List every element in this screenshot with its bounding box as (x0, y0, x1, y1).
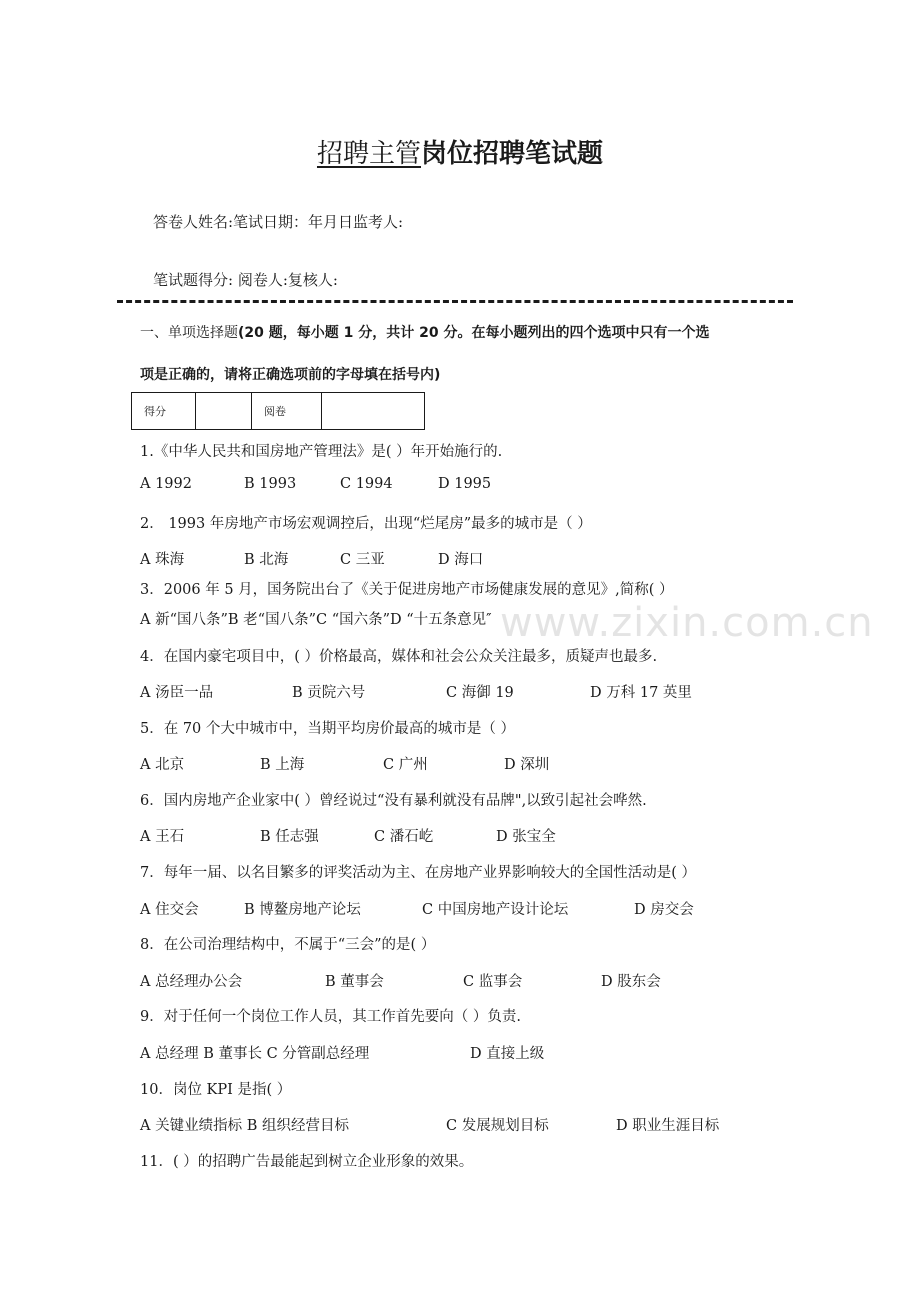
question-3: 3．2006 年 5 月，国务院出台了《关于促进房地产市场健康发展的意见》,简称( ） (140, 582, 674, 598)
option-d[interactable]: D 张宝全 (496, 829, 556, 845)
option-d[interactable]: D 万科 17 英里 (590, 685, 692, 701)
question-11: 11．( ）的招聘广告最能起到树立企业形象的效果。 (140, 1154, 474, 1170)
question-1: 1.《中华人民共和国房地产管理法》是( ）年开始施行的. (140, 444, 503, 460)
option-d[interactable]: D 房交会 (634, 902, 694, 918)
score-label: 得分 (132, 393, 196, 430)
title-bold-part: 岗位招聘笔试题 (421, 139, 604, 169)
option-c[interactable]: C 海御 19 (446, 685, 514, 701)
option-a[interactable]: A 1992 (140, 476, 192, 492)
page-title (0, 136, 920, 172)
question-9: 9．对于任何一个岗位工作人员，其工作首先要向（ ）负责. (140, 1009, 521, 1025)
option-c[interactable]: C 1994 (340, 476, 393, 492)
section-heading (140, 322, 709, 342)
question-2: 2． 1993 年房地产市场宏观调控后，出现“烂尾房”最多的城市是（ ） (140, 516, 592, 532)
option-a[interactable]: A 总经理办公会 (140, 974, 243, 990)
option-c[interactable]: C 潘石屹 (374, 829, 434, 845)
section-heading-plain: 一、单项选择题 (140, 325, 238, 341)
option-a[interactable]: A 北京 (140, 757, 185, 773)
section-heading-bold: (20 题，每小题 1 分，共计 20 分。在每小题列出的四个选项中只有一个选 (238, 325, 710, 341)
option-c[interactable]: C 中国房地产设计论坛 (422, 902, 569, 918)
option-d[interactable]: D 股东会 (601, 974, 661, 990)
section-heading-continued: 项是正确的，请将正确选项前的字母填在括号内) (140, 367, 441, 383)
option-d[interactable]: D 深圳 (504, 757, 550, 773)
option-a[interactable]: A 王石 (140, 829, 185, 845)
option-a[interactable]: A 汤臣一品 (140, 685, 214, 701)
exam-info-line-1: 答卷人姓名:笔试日期：年月日监考人: (153, 213, 404, 231)
option-c[interactable]: C 三亚 (340, 552, 385, 568)
question-6: 6．国内房地产企业家中( ）曾经说过“没有暴利就没有品牌",以致引起社会哗然. (140, 793, 647, 809)
option-b[interactable]: B 北海 (244, 552, 289, 568)
option-d[interactable]: D 1995 (438, 476, 492, 492)
exam-info-line-2: 笔试题得分: 阅卷人:复核人: (153, 271, 338, 289)
option-d[interactable]: D 职业生涯目标 (616, 1118, 720, 1134)
option-d[interactable]: D 直接上级 (470, 1046, 545, 1062)
option-b[interactable]: B 博鳌房地产论坛 (244, 902, 361, 918)
grader-value-cell[interactable] (322, 393, 425, 430)
option-d[interactable]: D 海口 (438, 552, 484, 568)
option-c[interactable]: C 发展规划目标 (446, 1118, 549, 1134)
options-abcd[interactable]: A 新“国八条”B 老“国八条”C “国六条”D “十五条意见″ (140, 612, 492, 628)
question-7: 7．每年一届、以名目繁多的评奖活动为主、在房地产业界影响较大的全国性活动是( ） (140, 865, 696, 881)
question-4: 4．在国内豪宅项目中，( ）价格最高，媒体和社会公众关注最多，质疑声也最多. (140, 649, 658, 665)
option-b[interactable]: B 董事会 (325, 974, 384, 990)
option-a[interactable]: A 珠海 (140, 552, 185, 568)
question-10: 10．岗位 KPI 是指( ） (140, 1082, 292, 1098)
option-b[interactable]: B 1993 (244, 476, 297, 492)
option-c[interactable]: C 监事会 (463, 974, 523, 990)
grader-label: 阅卷 (252, 393, 322, 430)
option-b[interactable]: B 上海 (260, 757, 305, 773)
option-a[interactable]: A 住交会 (140, 902, 199, 918)
question-8: 8．在公司治理结构中，不属于“三会”的是( ） (140, 937, 436, 953)
options-abc[interactable]: A 总经理 B 董事长 C 分管副总经理 (140, 1046, 370, 1062)
watermark: www.zixin.com.cn (500, 600, 874, 646)
dashed-divider (117, 300, 793, 303)
option-b[interactable]: B 任志强 (260, 829, 319, 845)
question-5: 5．在 70 个大中城市中，当期平均房价最高的城市是（ ） (140, 721, 516, 737)
option-b[interactable]: B 贡院六号 (292, 685, 366, 701)
options-ab[interactable]: A 关键业绩指标 B 组织经营目标 (140, 1118, 349, 1134)
title-underlined-part: 招聘主管 (316, 139, 421, 169)
score-value-cell[interactable] (196, 393, 252, 430)
score-table (131, 392, 425, 430)
option-c[interactable]: C 广州 (383, 757, 428, 773)
